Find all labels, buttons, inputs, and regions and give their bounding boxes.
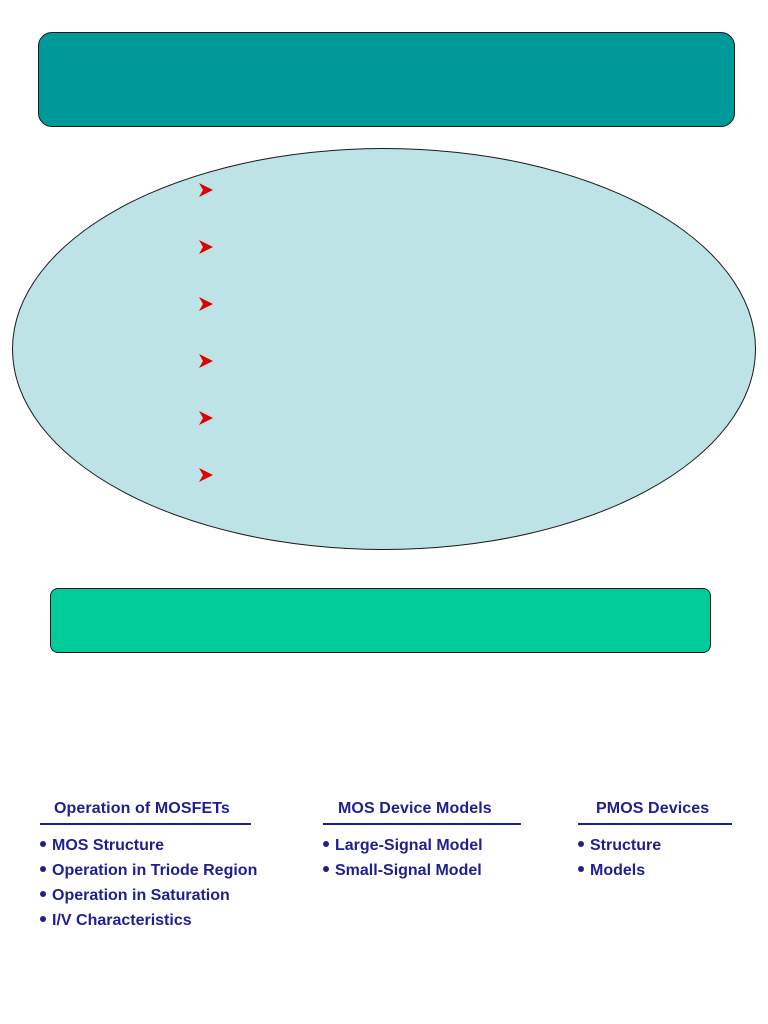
outline-item <box>40 883 257 908</box>
outline-item <box>578 858 732 883</box>
outline-item <box>323 833 521 858</box>
outline-list <box>578 833 732 883</box>
outline-heading: PMOS Devices <box>578 800 732 825</box>
dot-icon <box>323 841 329 847</box>
outline-item-label: Small-Signal Model <box>335 862 482 879</box>
bullet-item <box>198 296 214 353</box>
outline-item-label: Operation in Triode Region <box>52 862 258 879</box>
dot-icon <box>40 916 46 922</box>
bullet-item <box>198 353 214 410</box>
dot-icon <box>578 841 584 847</box>
bullet-list <box>198 182 214 524</box>
outline-item-label: I/V Characteristics <box>52 912 192 929</box>
arrow-bullet-icon <box>198 467 214 483</box>
outline-list <box>40 833 257 933</box>
outline-list <box>323 833 521 883</box>
bullet-item <box>198 467 214 524</box>
bullet-item <box>198 239 214 296</box>
arrow-bullet-icon <box>198 182 214 198</box>
outline-item-label: Structure <box>590 837 662 854</box>
outline-column-operation <box>40 800 257 933</box>
arrow-bullet-icon <box>198 239 214 255</box>
bullet-item <box>198 410 214 467</box>
arrow-bullet-icon <box>198 296 214 312</box>
outline-item <box>323 858 521 883</box>
outline-item-label: MOS Structure <box>52 837 165 854</box>
content-ellipse <box>12 148 756 550</box>
title-box <box>38 32 735 127</box>
dot-icon <box>40 866 46 872</box>
section-box <box>50 588 711 653</box>
outline-heading: Operation of MOSFETs <box>40 800 251 825</box>
dot-icon <box>40 891 46 897</box>
dot-icon <box>578 866 584 872</box>
dot-icon <box>323 866 329 872</box>
arrow-bullet-icon <box>198 353 214 369</box>
bullet-item <box>198 182 214 239</box>
outline-item <box>578 833 732 858</box>
outline-item-label: Large-Signal Model <box>335 837 483 854</box>
outline-column-models <box>323 800 521 883</box>
dot-icon <box>40 841 46 847</box>
outline-item <box>40 908 257 933</box>
outline-item-label: Operation in Saturation <box>52 887 230 904</box>
outline-item <box>40 833 257 858</box>
arrow-bullet-icon <box>198 410 214 426</box>
outline-item-label: Models <box>590 862 646 879</box>
outline-heading: MOS Device Models <box>323 800 521 825</box>
outline-item <box>40 858 257 883</box>
outline-column-pmos <box>578 800 732 883</box>
